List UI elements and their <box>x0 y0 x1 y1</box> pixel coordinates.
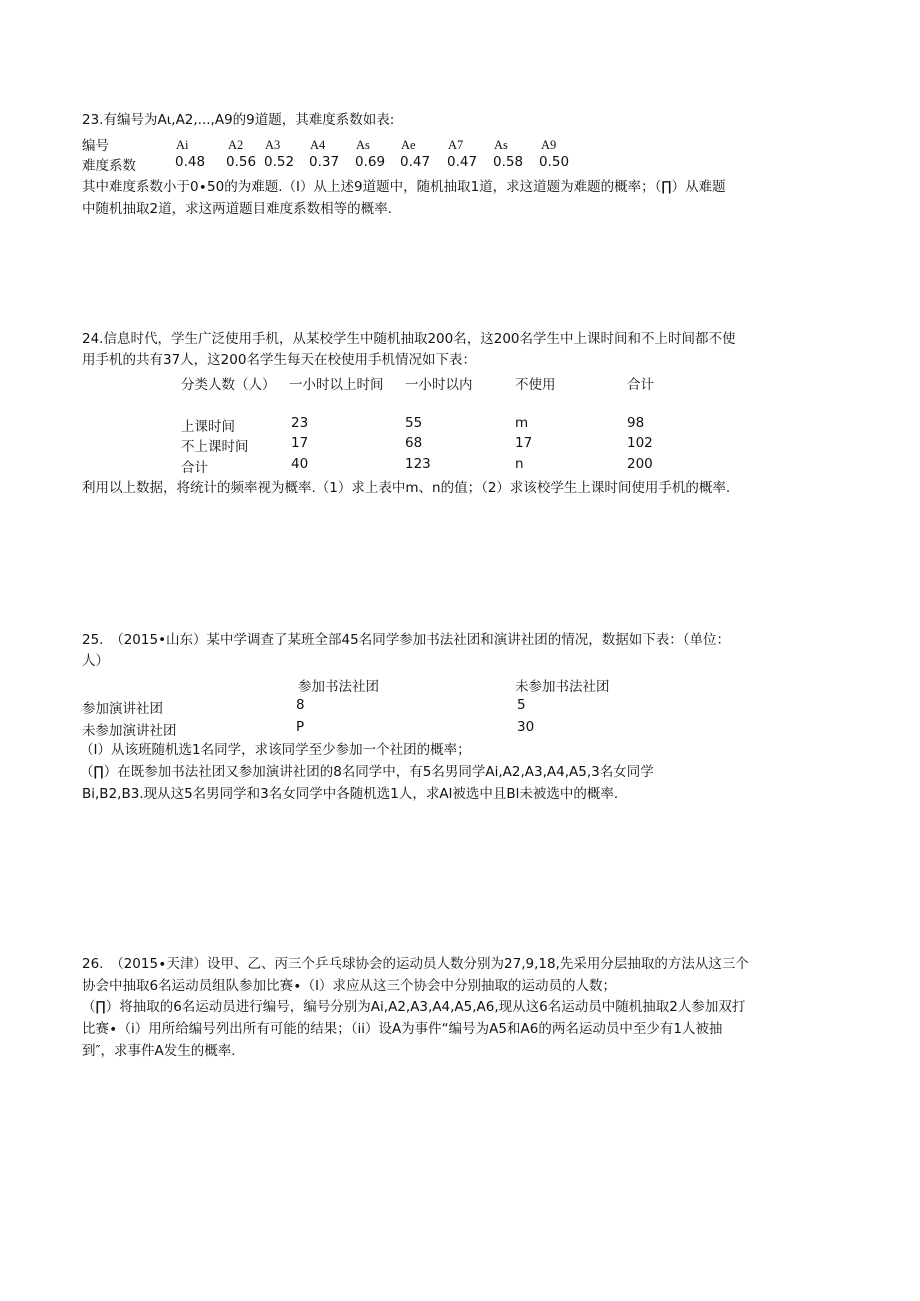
q23-text-line2: 中随机抽取2道，求这两道题目难度系数相等的概率. <box>82 201 392 217</box>
q23-value-8: 0.58 <box>493 154 524 170</box>
q23-value-9: 0.50 <box>539 154 570 170</box>
q23-id-8: As <box>494 138 508 152</box>
q25-row1-cell: 5 <box>517 697 526 713</box>
q24-row1-cell: 55 <box>405 415 423 431</box>
q26-line2: 协会中抽取6名运动员组队参加比赛∙（I）求应从这三个协会中分别抽取的运动员的人数； <box>82 978 617 994</box>
q24-header-total: 合计 <box>627 377 654 393</box>
q23-value-4: 0.37 <box>309 154 340 170</box>
q24-row2-cell: 17 <box>291 435 309 451</box>
q26-line1: 26. （2015∙天津）设甲、乙、丙三个乒乓球协会的运动员人数分别为27,9,18,先采用分层抽取的方法从这三个 <box>82 956 749 972</box>
q25-col-header-not-join: 未参加书法社团 <box>515 679 610 695</box>
q25-part2-a: （∏）在既参加书法社团又参加演讲社团的8名同学中，有5名男同学Ai,A2,A3,A4,A5,3名女同学 <box>80 764 654 780</box>
q25-line1: 25. （2015•山东）某中学调查了某班全部45名同学参加书法社团和演讲社团的情况，数据如下表：（单位： <box>82 632 730 648</box>
q25-row2-cell: 30 <box>517 719 535 735</box>
q24-row1-cell: 23 <box>291 415 309 431</box>
q24-header-within-hour: 一小时以内 <box>405 377 473 393</box>
q24-row1-cell: m <box>515 415 529 431</box>
q23-row2-label: 难度系数 <box>82 158 136 174</box>
q24-row2-cell: 102 <box>627 435 653 451</box>
q24-conclusion: 利用以上数据，将统计的频率视为概率.（1）求上表中m、n的值；（2）求该校学生上课时间使用手机的概率. <box>82 480 731 496</box>
q25-row1-label: 参加演讲社团 <box>82 701 163 717</box>
q23-id-1: Ai <box>176 138 189 152</box>
q24-row2-cell: 17 <box>515 435 533 451</box>
q24-row3-cell: 123 <box>405 456 431 472</box>
q23-id-6: Ae <box>401 138 416 152</box>
q24-line2: 用手机的共有37人，这200名学生每天在校使用手机情况如下表： <box>82 352 476 368</box>
q23-id-2: A2 <box>228 138 244 152</box>
q25-part1: （I）从该班随机选1名同学，求该同学至少参加一个社团的概率； <box>80 742 471 758</box>
q24-row1-cell: 98 <box>627 415 645 431</box>
q24-row3-label: 合计 <box>181 460 208 476</box>
q24-row3-cell: 200 <box>627 456 653 472</box>
q24-header-over-hour: 一小时以上时间 <box>289 377 384 393</box>
q26-line5: 到″，求事件A发生的概率. <box>82 1043 236 1059</box>
q23-value-5: 0.69 <box>355 154 386 170</box>
q24-row2-cell: 68 <box>405 435 423 451</box>
q23-id-3: A3 <box>265 138 281 152</box>
q24-row3-cell: 40 <box>291 456 309 472</box>
q24-row1-label: 上课时间 <box>181 419 235 435</box>
q25-line2: 人） <box>82 653 109 669</box>
q25-part2-c: Bi,B2,B3.现从这5名男同学和3名女同学中各随机选1人，求Al被选中且Bl未被选中的概率. <box>82 786 619 802</box>
q23-id-9: A9 <box>541 138 557 152</box>
q23-intro: 23.有编号为Aι,A2,...,A9的9道题，其难度系数如表: <box>82 112 395 128</box>
q23-value-7: 0.47 <box>447 154 478 170</box>
q26-line3: （∏）将抽取的6名运动员进行编号，编号分别为Ai,A2,A3,A4,A5,A6,现从这6名运动员中随机抽取2人参加双打 <box>82 999 746 1015</box>
q23-value-1: 0.48 <box>175 154 206 170</box>
q24-header-category: 分类人数（人） <box>181 377 276 393</box>
q24-row2-label: 不上课时间 <box>181 439 249 455</box>
q23-id-4: A4 <box>310 138 326 152</box>
q25-row2-cell: P <box>296 719 305 735</box>
q23-id-7: A7 <box>448 138 464 152</box>
q23-row1-label: 编号 <box>82 138 109 154</box>
q23-id-5: As <box>356 138 370 152</box>
q25-row2-label: 未参加演讲社团 <box>82 723 177 739</box>
q25-row1-cell: 8 <box>296 697 305 713</box>
q24-header-not-used: 不使用 <box>515 377 556 393</box>
q23-value-3: 0.52 <box>264 154 295 170</box>
q25-col-header-join: 参加书法社团 <box>298 679 379 695</box>
q24-line1: 24.信息时代，学生广泛使用手机，从某校学生中随机抽取200名，这200名学生中上课时间和不上时间都不使 <box>82 331 736 347</box>
q26-line4: 比赛∙（i）用所给编号列出所有可能的结果；（ii）设A为事件“编号为A5和A6的两名运动员中至少有1人被抽 <box>82 1021 723 1037</box>
q23-text-line1: 其中难度系数小于0∙50的为难题.（I）从上述9道题中，随机抽取1道，求这道题为难题的概率；（∏）从难题 <box>82 179 726 195</box>
q23-value-6: 0.47 <box>400 154 431 170</box>
q23-value-2: 0.56 <box>226 154 257 170</box>
q24-row3-cell: n <box>515 456 524 472</box>
